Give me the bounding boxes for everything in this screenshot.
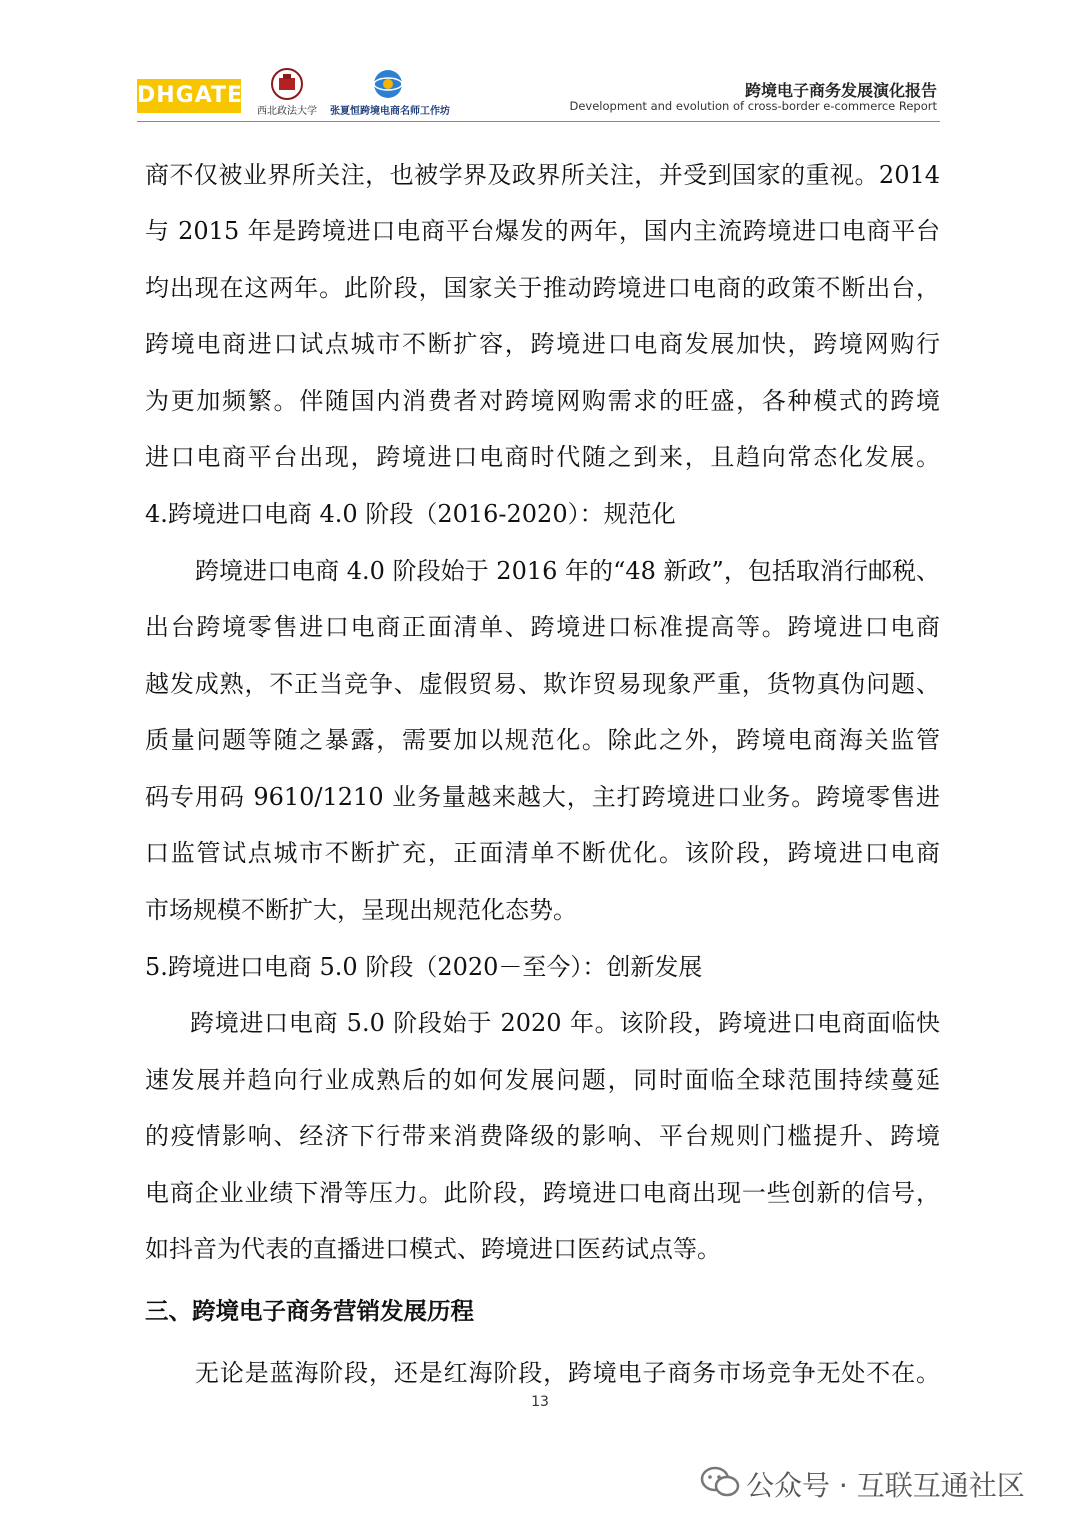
watermark-text: 公众号 · 互联互通社区: [746, 1469, 1025, 1502]
university-logo: [252, 68, 322, 118]
body-line: 进口电商平台出现，跨境进口电商时代随之到来，且趋向常态化发展。: [145, 443, 940, 471]
body-line: 如抖音为代表的直播进口模式、跨境进口医药试点等。: [145, 1235, 721, 1263]
body-line: 的疫情影响、经济下行带来消费降级的影响、平台规则门槛提升、跨境: [145, 1122, 940, 1150]
subheading-stage-5: 5.跨境进口电商 5.0 阶段（2020－至今）：创新发展: [145, 953, 703, 981]
body-line: 电商企业业绩下滑等压力。此阶段，跨境进口电商出现一些创新的信号，: [145, 1179, 940, 1207]
page-header: [0, 0, 1080, 130]
body-line: 与 2015 年是跨境进口电商平台爆发的两年，国内主流跨境进口电商平台: [145, 217, 940, 245]
header-divider: [137, 121, 940, 122]
body-line: 均出现在这两年。此阶段，国家关于推动跨境进口电商的政策不断出台，: [145, 274, 940, 302]
body-line: 越发成熟，不正当竞争、虚假贸易、欺诈贸易现象严重，货物真伪问题、: [145, 670, 940, 698]
wechat-icon: [700, 1466, 740, 1498]
body-line: 跨境进口电商 4.0 阶段始于 2016 年的“48 新政”，包括取消行邮税、: [195, 557, 940, 585]
subheading-stage-4: 4.跨境进口电商 4.0 阶段（2016-2020）：规范化: [145, 500, 676, 528]
studio-name: 张夏恒跨境电商名师工作坊: [330, 106, 450, 117]
section-heading: 三、跨境电子商务营销发展历程: [145, 1297, 474, 1325]
body-line: 跨境进口电商 5.0 阶段始于 2020 年。该阶段，跨境进口电商面临快: [190, 1009, 940, 1037]
report-subtitle: Development and evolution of cross-border e-commerce Report: [569, 99, 937, 113]
university-name: 西北政法大学: [257, 106, 317, 117]
body-line: 质量问题等随之暴露，需要加以规范化。除此之外，跨境电商海关监管: [145, 726, 940, 754]
studio-globe-icon: [370, 68, 406, 102]
page-number: 13: [531, 1394, 549, 1410]
body-line: 商不仅被业界所关注，也被学界及政界所关注，并受到国家的重视。2014: [145, 161, 940, 189]
body-line: 无论是蓝海阶段，还是红海阶段，跨境电子商务市场竞争无处不在。: [195, 1359, 940, 1387]
body-line: 跨境电商进口试点城市不断扩容，跨境进口电商发展加快，跨境网购行: [145, 330, 940, 358]
university-emblem-icon: [268, 68, 306, 102]
body-line: 口监管试点城市不断扩充，正面清单不断优化。该阶段，跨境进口电商: [145, 839, 940, 867]
body-line: 市场规模不断扩大，呈现出规范化态势。: [145, 896, 577, 924]
body-line: 出台跨境零售进口电商正面清单、跨境进口标准提高等。跨境进口电商: [145, 613, 940, 641]
body-line: 速发展并趋向行业成熟后的如何发展问题，同时面临全球范围持续蔓延: [145, 1066, 940, 1094]
body-line: 码专用码 9610/1210 业务量越来越大，主打跨境进口业务。跨境零售进: [145, 783, 940, 811]
studio-logo: [330, 68, 450, 118]
report-title: 跨境电子商务发展演化报告: [744, 81, 937, 100]
dhgate-logo: DHGATE: [137, 79, 241, 113]
body-line: 为更加频繁。伴随国内消费者对跨境网购需求的旺盛，各种模式的跨境: [145, 387, 940, 415]
